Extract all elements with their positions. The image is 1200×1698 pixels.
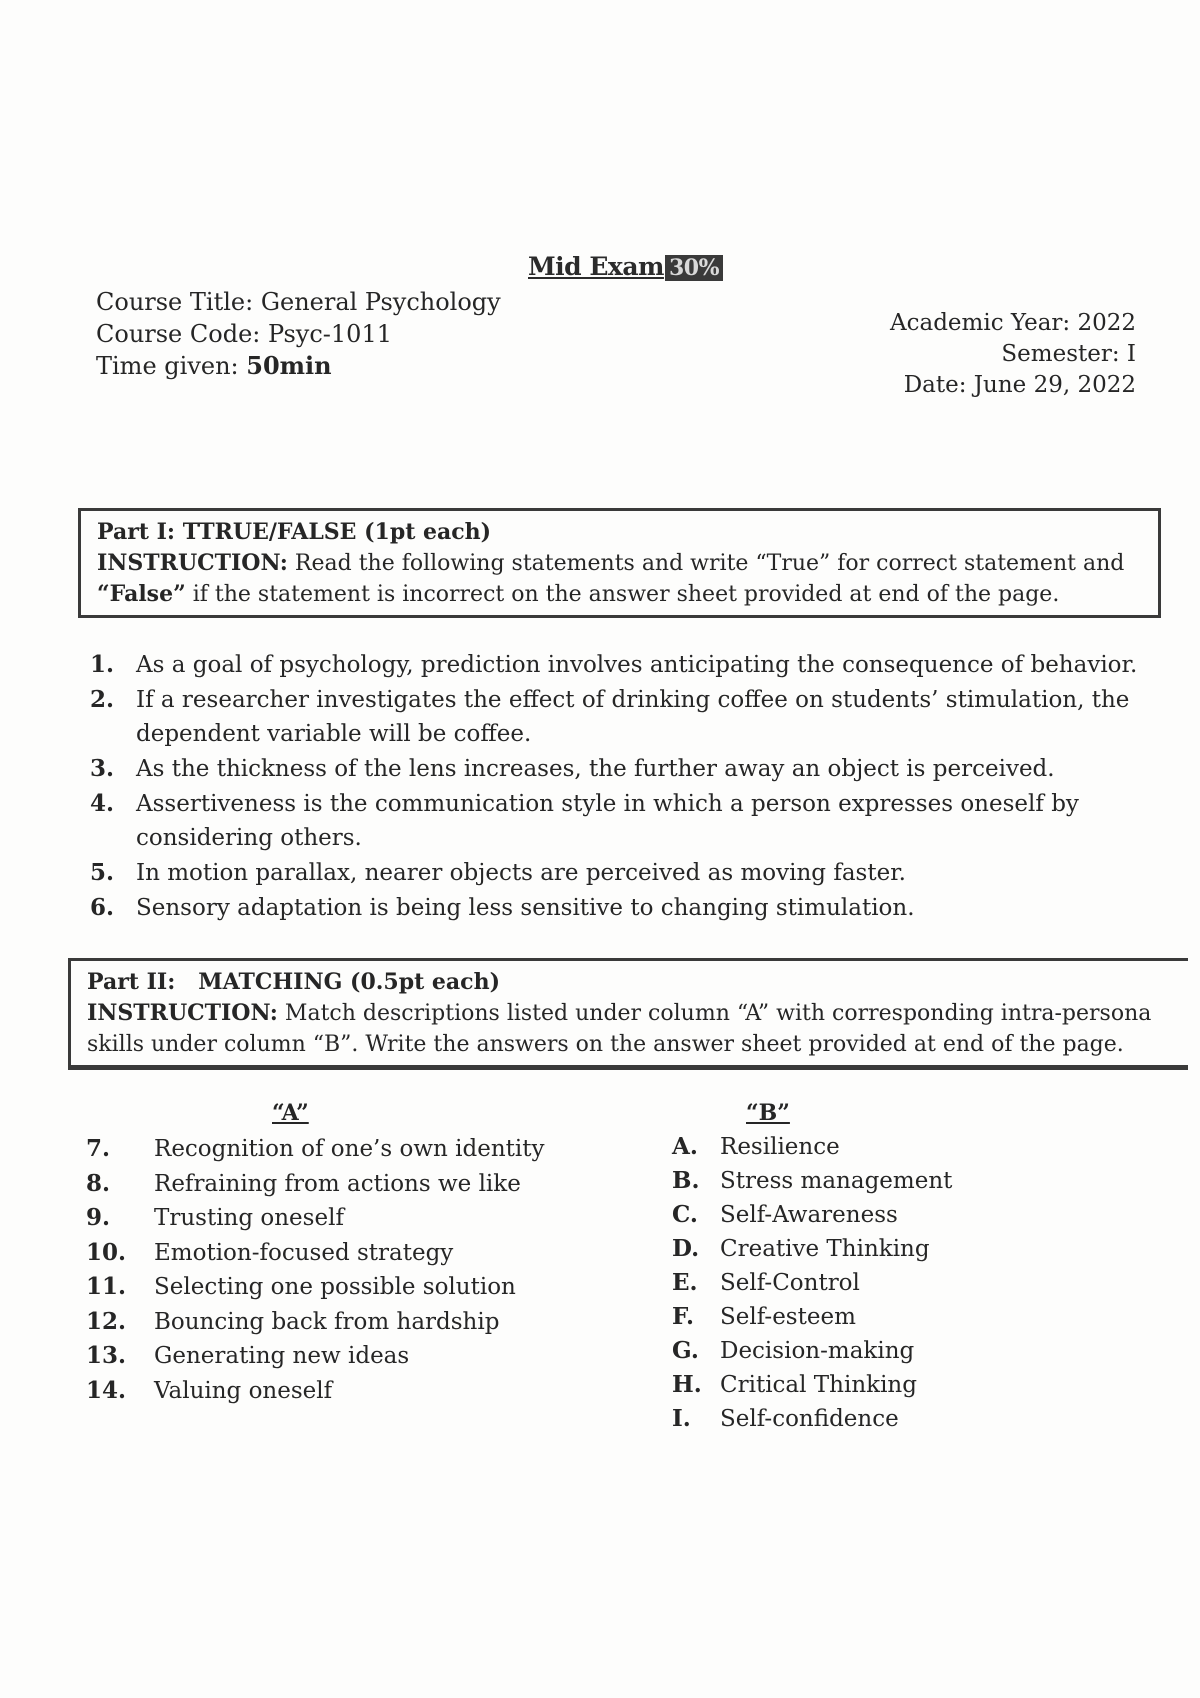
list-item <box>86 1132 544 1167</box>
list-item <box>672 1266 952 1300</box>
course-info <box>96 286 501 382</box>
item-number: 11. <box>86 1273 127 1300</box>
course-title: Course Title: General Psychology <box>96 288 501 316</box>
item-text: Generating new ideas <box>154 1343 410 1369</box>
item-number: 8. <box>86 1169 111 1197</box>
part2-instruction-text1: Match descriptions listed under column “A” with corresponding intra-persona <box>284 1001 1152 1026</box>
item-letter: B. <box>672 1167 700 1194</box>
part1-instruction-box <box>78 508 1161 618</box>
item-number: 9. <box>86 1204 111 1231</box>
time-given-label: Time given: <box>96 352 239 380</box>
list-item <box>90 752 1150 786</box>
column-b-list <box>672 1130 952 1436</box>
list-item <box>86 1305 544 1340</box>
item-number: 2. <box>90 686 115 713</box>
item-number: 13. <box>86 1342 127 1369</box>
item-number: 6. <box>90 894 115 921</box>
list-item <box>672 1368 952 1402</box>
item-number: 5. <box>90 859 115 886</box>
item-text: Recognition of one’s own identity <box>154 1136 545 1162</box>
column-a-list <box>86 1132 544 1408</box>
list-item <box>86 1374 544 1409</box>
item-letter: I. <box>672 1405 691 1432</box>
course-code: Course Code: Psyc-1011 <box>96 320 392 348</box>
item-text: Resilience <box>720 1134 840 1160</box>
item-text: Selecting one possible solution <box>154 1274 516 1300</box>
list-item <box>672 1164 952 1198</box>
time-given <box>96 350 501 382</box>
item-number: 3. <box>90 755 115 782</box>
list-item <box>90 787 1150 855</box>
item-text: In motion parallax, nearer objects are perceived as moving faster. <box>136 860 906 886</box>
exam-title <box>528 252 723 281</box>
item-text: Critical Thinking <box>720 1372 917 1398</box>
list-item <box>672 1402 952 1436</box>
item-letter: C. <box>672 1201 698 1228</box>
true-false-list <box>90 648 1150 926</box>
item-text: Assertiveness is the communication style in which a person expresses oneself by considering others. <box>136 791 1079 851</box>
list-item <box>672 1130 952 1164</box>
item-text: Self-confidence <box>720 1406 899 1432</box>
list-item <box>90 683 1150 751</box>
list-item <box>86 1270 544 1305</box>
part1-instruction-text2: if the statement is incorrect on the answer sheet provided at end of the page. <box>192 582 1060 607</box>
item-text: Refraining from actions we like <box>154 1170 521 1197</box>
item-text: Decision-making <box>720 1338 915 1364</box>
column-a-heading: “A” <box>272 1100 309 1126</box>
part1-instruction-text1: Read the following statements and write “True” for correct statement and <box>294 551 1125 576</box>
item-letter: A. <box>672 1133 698 1160</box>
item-text: Stress management <box>720 1168 953 1194</box>
item-letter: H. <box>672 1371 702 1398</box>
list-item <box>86 1339 544 1374</box>
item-letter: E. <box>672 1269 698 1296</box>
part2-instruction-label: INSTRUCTION: <box>87 1000 278 1026</box>
list-item <box>90 648 1150 682</box>
exam-date: Date: June 29, 2022 <box>903 372 1136 398</box>
item-text: Creative Thinking <box>720 1236 930 1262</box>
column-b-heading: “B” <box>746 1100 790 1126</box>
item-number: 12. <box>86 1307 127 1335</box>
part2-instruction-box <box>68 958 1188 1070</box>
list-item <box>90 856 1150 890</box>
part2-instruction-line2: skills under column “B”. Write the answers on the answer sheet provided at end of the page. <box>87 1032 1124 1057</box>
list-item <box>672 1198 952 1232</box>
item-text: Self-Control <box>720 1270 860 1296</box>
part2-instruction-line1 <box>87 998 1172 1029</box>
item-text: Sensory adaptation is being less sensitive to changing stimulation. <box>136 895 915 921</box>
item-letter: G. <box>672 1337 699 1364</box>
item-text: As a goal of psychology, prediction involves anticipating the consequence of behavior. <box>136 652 1138 678</box>
item-text: Emotion-focused strategy <box>154 1239 454 1266</box>
list-item <box>672 1232 952 1266</box>
part1-heading: Part I: TTRUE/FALSE (1pt each) <box>97 519 492 545</box>
item-letter: F. <box>672 1303 695 1330</box>
list-item <box>672 1300 952 1334</box>
item-number: 14. <box>86 1376 127 1404</box>
item-number: 4. <box>90 790 115 817</box>
part1-false-word: “False” <box>97 581 186 607</box>
time-given-value: 50min <box>246 351 332 380</box>
item-text: Bouncing back from hardship <box>154 1308 500 1335</box>
part1-instruction-line2 <box>97 579 1142 610</box>
exam-title-text: Mid Exam <box>528 252 664 281</box>
part1-instruction-label: INSTRUCTION: <box>97 550 288 576</box>
item-number: 7. <box>86 1135 111 1162</box>
item-text: Valuing oneself <box>154 1377 333 1404</box>
item-text: As the thickness of the lens increases, the further away an object is perceived. <box>136 756 1055 782</box>
part1-instruction-line1 <box>97 548 1142 579</box>
list-item <box>86 1167 544 1202</box>
list-item <box>86 1201 544 1236</box>
item-letter: D. <box>672 1235 700 1262</box>
list-item <box>90 891 1150 925</box>
list-item <box>86 1236 544 1271</box>
part2-heading: Part II: MATCHING (0.5pt each) <box>87 969 500 995</box>
academic-year: Academic Year: 2022 <box>890 310 1136 336</box>
item-number: 1. <box>90 651 115 678</box>
semester: Semester: I <box>1001 341 1136 367</box>
item-text: Trusting oneself <box>154 1205 344 1231</box>
item-number: 10. <box>86 1238 127 1266</box>
list-item <box>672 1334 952 1368</box>
academic-info <box>890 308 1136 401</box>
exam-weight: 30% <box>665 255 723 281</box>
item-text: If a researcher investigates the effect of drinking coffee on students’ stimulation, the dependent variable will be coffee. <box>136 687 1130 747</box>
item-text: Self-esteem <box>720 1304 856 1330</box>
item-text: Self-Awareness <box>720 1202 898 1228</box>
